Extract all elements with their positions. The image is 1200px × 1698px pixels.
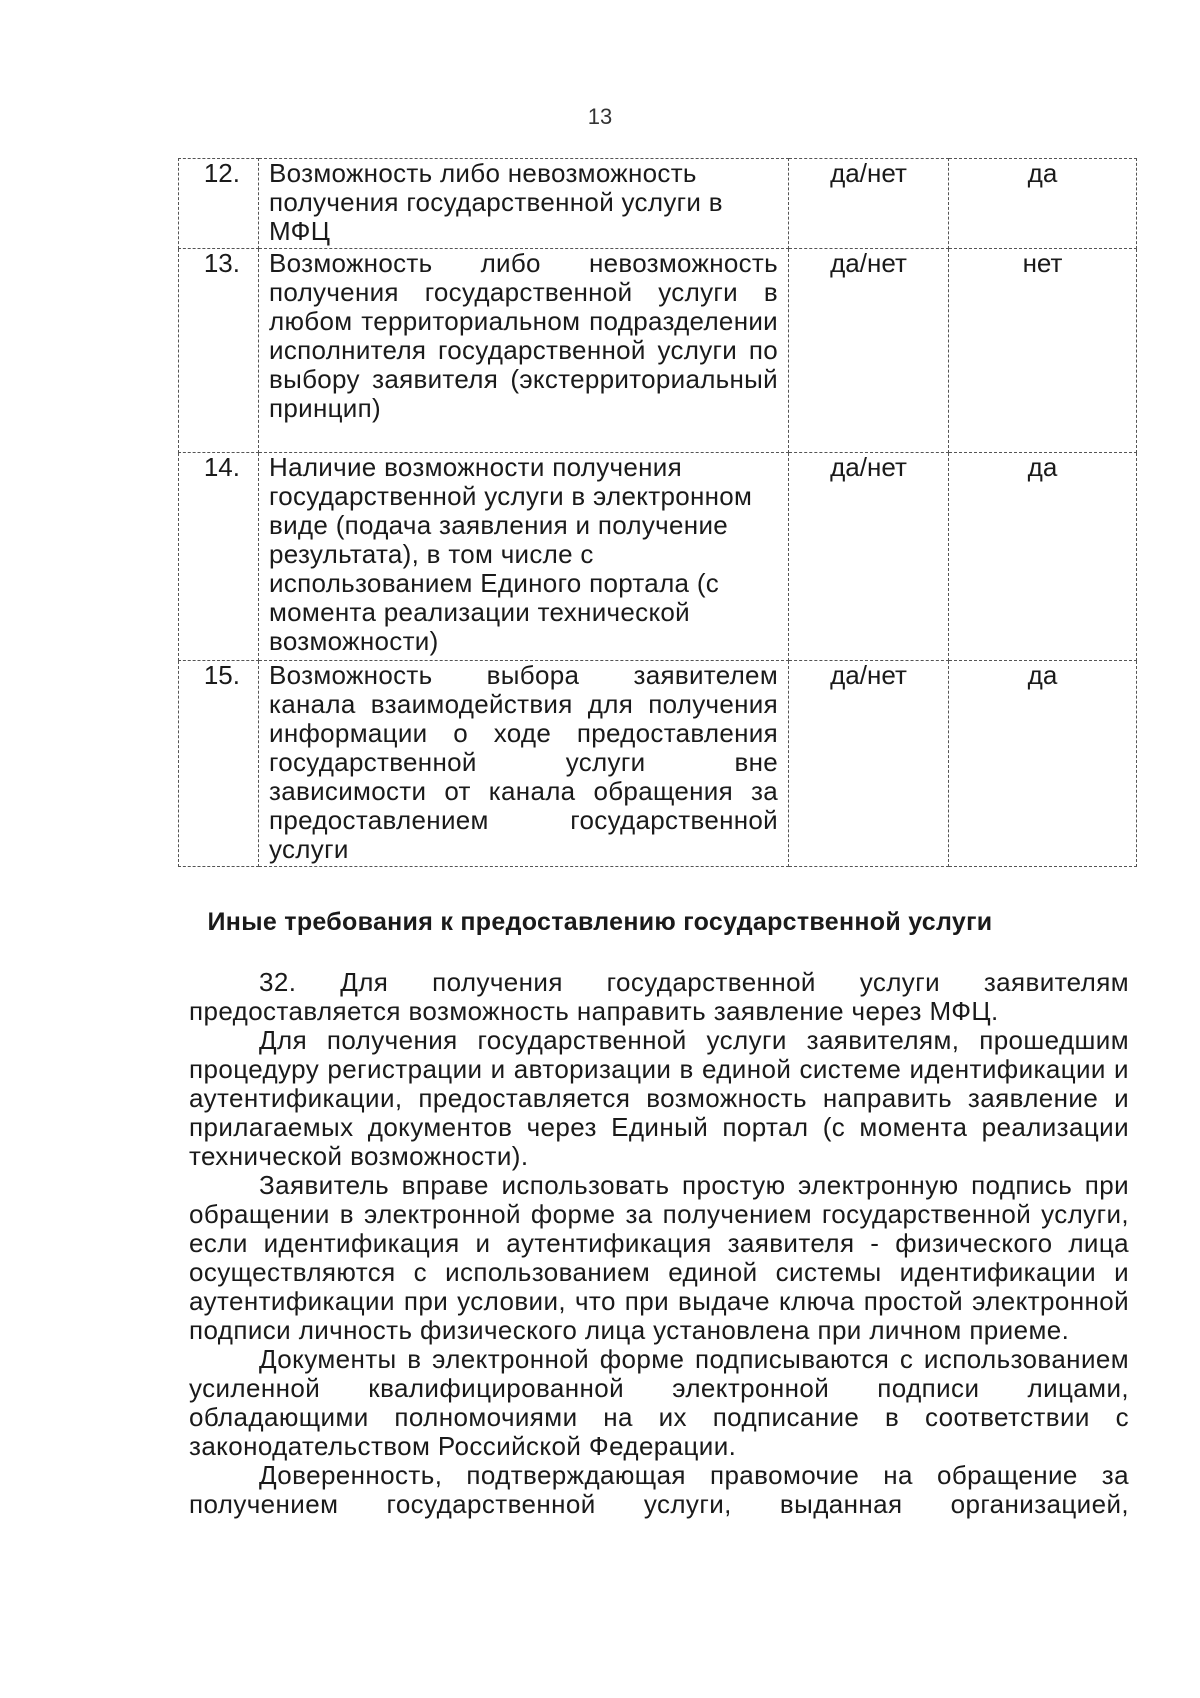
- row-number: 13.: [179, 249, 259, 453]
- paragraph: Заявитель вправе использовать простую электронную подпись при обращении в электронной форме за получением государственной услуги, если идентификация и аутентификация заявителя - физического лица осуществляются с использованием единой системы идентификации и аутентификации при условии, что при выдаче ключа простой электронной подписи личность физического лица установлена при личном приеме.: [189, 1170, 1129, 1345]
- body-text: [189, 968, 1129, 1519]
- paragraph: Для получения государственной услуги заявителям, прошедшим процедуру регистрации и авторизации в единой системе идентификации и аутентификации, предоставляется возможность направить заявление и прилагаемых документов через Единый портал (с момента реализации технической возможности).: [189, 1025, 1129, 1171]
- row-options: да/нет: [789, 249, 949, 453]
- row-options: да/нет: [789, 159, 949, 249]
- row-options: да/нет: [789, 661, 949, 867]
- row-number: 15.: [179, 661, 259, 867]
- row-options: да/нет: [789, 453, 949, 661]
- table-row: [179, 453, 1137, 661]
- row-text: Возможность выбора заявителем канала взаимодействия для получения информации о ходе предоставления государственной услуги вне зависимости от канала обращения за предоставлением государственной услуги: [259, 661, 789, 867]
- section-heading: Иные требования к предоставлению государственной услуги: [207, 908, 993, 936]
- row-text: Возможность либо невозможность получения государственной услуги в любом территориальном подразделении исполнителя государственной услуги по выбору заявителя (экстерриториальный принцип): [259, 249, 789, 453]
- row-value: да: [949, 661, 1137, 867]
- row-value: да: [949, 453, 1137, 661]
- row-text: Возможность либо невозможность получения государственной услуги в МФЦ: [259, 159, 789, 249]
- paragraph: Документы в электронной форме подписываются с использованием усиленной квалифицированной электронной подписи лицами, обладающими полномочиями на их подписание в соответствии с законодательством Российской Федерации.: [189, 1344, 1129, 1461]
- table-row: [179, 661, 1137, 867]
- page-number: 13: [587, 104, 613, 129]
- row-text: Наличие возможности получения государственной услуги в электронном виде (подача заявления и получение результата), в том числе с использованием Единого портала (с момента реализации технической возможности): [259, 453, 789, 661]
- row-number: 14.: [179, 453, 259, 661]
- paragraph: 32. Для получения государственной услуги заявителям предоставляется возможность направить заявление через МФЦ.: [189, 967, 1129, 1026]
- requirements-table: [178, 158, 1137, 867]
- row-number: 12.: [179, 159, 259, 249]
- table-row: [179, 159, 1137, 249]
- row-value: нет: [949, 249, 1137, 453]
- row-value: да: [949, 159, 1137, 249]
- table-row: [179, 249, 1137, 453]
- paragraph: Доверенность, подтверждающая правомочие на обращение за получением государственной услуги, выданная организацией,: [189, 1460, 1129, 1519]
